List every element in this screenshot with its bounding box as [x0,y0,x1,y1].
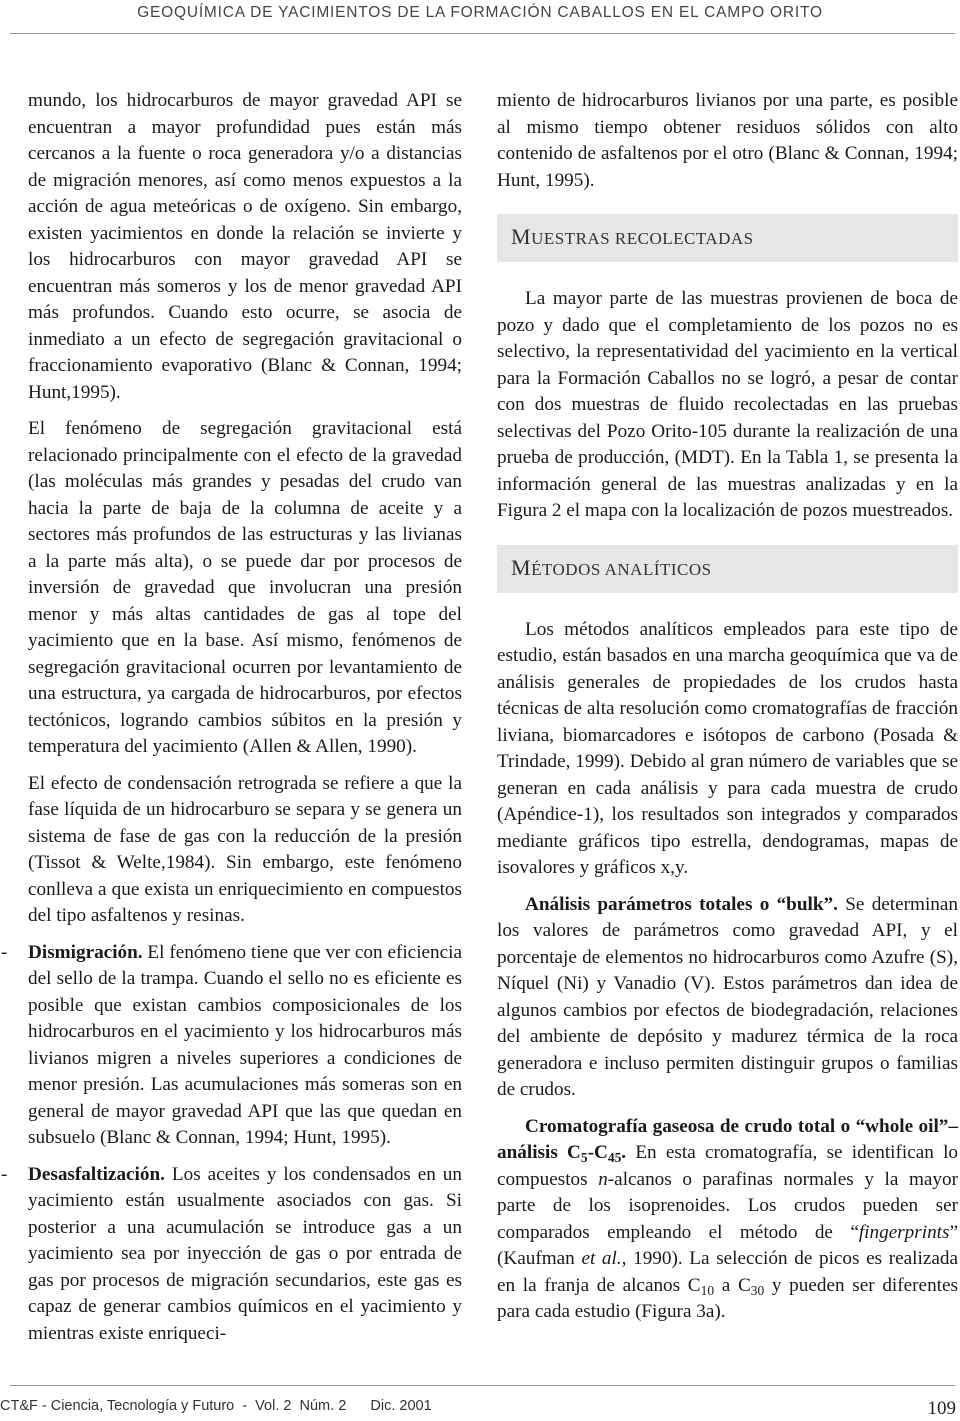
subsection-term: Cromatografía gaseosa de crudo total o “whole oil”– análisis $C_5-C_{45}$. [497,1115,958,1165]
page-number: 109 [927,1398,956,1419]
bullet-term: Dismigración. [28,941,143,963]
bullet-dash: - [1,941,8,963]
header-rule [10,33,955,34]
bullet-dash: - [1,1163,8,1185]
journal-footer: CT&F - Ciencia, Tecnología y Futuro - Vol. 2 Núm. 2 Dic. 2001 [0,1398,432,1414]
left-paragraph-2: El fenómeno de segregación gravitacional está relacionado principalmente con el efecto de la gravedad (las moléculas más grandes y pesadas del crudo van hacia la parte de baja de la columna de aceite y a sectores más profundos de las estructuras y las livianas a la parte más alta), o se puede dar por procesos de inversión de gravedad que involucran una presión menor y más altas cantidades de gas al tope del yacimiento que en la base. Así mismo, fenómenos de segregación gravitacional ocurren por levantamiento de una estructura, ya cargada de hidrocarburos, por efectos tectónicos, logrando cambios súbitos en la presión y temperatura del yacimiento (Allen & Allen, 1990). [28,418,462,757]
left-paragraph-3: El efecto de condensación retrograda se refiere a que la fase líquida de un hidrocarburo se separa y se genera un sistema de fase de gas con la reducción de la presión (Tissot & Welte,1984). Sin embargo, este fenómeno conlleva a que exista un enriquecimiento en compuestos del tipo asfaltenos y resinas. [28,772,462,926]
right-paragraph-5: Cromatografía gaseosa de crudo total o “whole oil”– análisis $C_5-C_{45}$. En esta cromatografía, se identifican lo compuestos n-alcanos o parafinas normales y la mayor parte de los isoprenoides. Los crudos pueden ser comparados empleando el método de “fingerprints” (Kaufman et al., 1990). La selección de picos es realizada en la franja de alcanos $C_{10}$ a $C_{30}$ y pueden ser diferentes para cada estudio (Figura 3a). [497,1115,958,1322]
right-paragraph-1: miento de hidrocarburos livianos por una parte, es posible al mismo tiempo obtener residuos sólidos con alto contenido de asfaltenos por el otro (Blanc & Connan, 1994; Hunt, 1995). [497,90,958,191]
bullet-dismigracion [1,940,462,1152]
left-paragraph-1: mundo, los hidrocarburos de mayor gravedad API se encuentran a mayor profundidad pues están más cercanos a la fuente o roca generadora y/o a distancias de migración menores, así como menos expuestos a la acción de agua meteóricas o de oxígeno. Sin embargo, existen yacimientos en donde la relación se invierte y los hidrocarburos con mayor gravedad API se encuentran más someros y los de menor gravedad API más profundos. Cuando esto ocurre, se asocia de inmediato a un efecto de segregación gravitacional o fraccionamiento evaporativo (Blanc & Connan, 1994; Hunt,1995). [28,90,462,403]
bullet-desasfaltizacion [1,1162,462,1348]
subsection-term: Análisis parámetros totales o “bulk”. [525,893,838,915]
section-heading-metodos: MÉTODOS ANALÍTICOS [497,545,958,593]
bullet-term: Desasfaltización. [28,1163,165,1185]
footer-rule [10,1385,955,1386]
right-paragraph-2: La mayor parte de las muestras provienen de boca de pozo y dado que el completamiento de los pozos no es selectivo, la representatividad del yacimiento en la vertical para la Formación Caballos no se logró, a pesar de contar con dos muestras de fluido recolectadas en las pruebas selectivas del Pozo Orito-105 durante la realización de una prueba de producción, (MDT). En la Tabla 1, se presenta la información general de las muestras analizadas y en la Figura 2 el mapa con la localización de pozos muestreados. [497,288,958,521]
bullet-text: Los aceites y los condensados en un yacimiento están usualmente asociados con gas. Si posterior a una acumulación se introduce gas a un yacimiento sea por inyección de gas o por entrada de gas por procesos de migración secundarios, este gas es capaz de generar cambios químicos en el yacimiento y mientras existe enriqueci- [28,1163,462,1344]
section-heading-muestras: MUESTRAS RECOLECTADAS [497,214,958,262]
right-paragraph-4: Análisis parámetros totales o “bulk”. Se determinan los valores de parámetros como gravedad API, y el porcentaje de elementos no hidrocarburos como Azufre (S), Níquel (Ni) y Vanadio (V). Estos parámetros dan idea de algunos cambios por efectos de biodegradación, relaciones del ambiente de depósito y madurez térmica de la roca generadora e incluso permiten distinguir grupos o familias de crudos. [497,893,958,1100]
running-header: GEOQUÍMICA DE YACIMIENTOS DE LA FORMACIÓN CABALLOS EN EL CAMPO ORITO [137,4,823,21]
right-column [497,88,958,1336]
bullet-text: El fenómeno tiene que ver con eficiencia del sello de la trampa. Cuando el sello no es eficiente es posible que existan cambios composicionales de los hidrocarburos en el yacimiento y los hidrocarburos más livianos migren a niveles superiores a condiciones de menor presión. Las acumulaciones más someras son en general de mayor gravedad API que las que quedan en subsuelo (Blanc & Connan, 1994; Hunt, 1995). [28,941,462,1148]
left-column [1,88,462,1357]
right-paragraph-3: Los métodos analíticos empleados para este tipo de estudio, están basados en una marcha geoquímica que va de análisis generales de propiedades de los crudos hasta técnicas de alta resolución como cromatografías de fracción liviana, biomarcadores e isótopos de carbono (Posada & Trindade, 1999). Debido al gran número de variables que se generan en cada análisis y para cada muestra de crudo (Apéndice-1), los resultados son integrados y comparados mediante gráficos tipo estrella, dendogramas, mapas de isovalores y gráficos x,y. [497,618,958,878]
